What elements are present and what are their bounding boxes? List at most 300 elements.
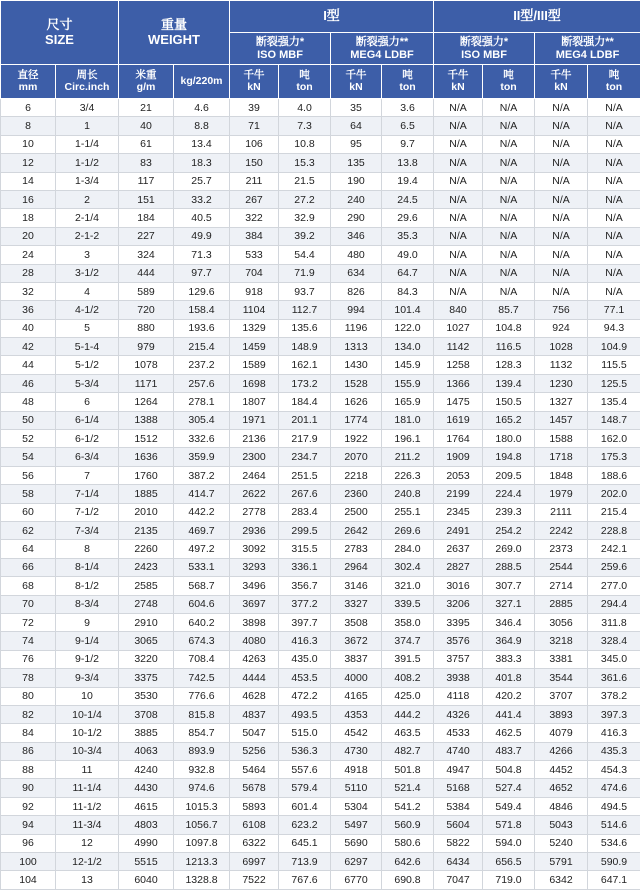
cell-weight-kg220: 442.2 <box>174 503 230 521</box>
cell-t1-iso-kn: 1971 <box>230 411 279 429</box>
cell-t23-iso-ton: N/A <box>483 209 535 227</box>
table-row <box>1 246 640 264</box>
table-row <box>1 209 640 227</box>
cell-weight-gm: 1760 <box>119 466 174 484</box>
cell-t23-ldbf-kn: N/A <box>535 117 588 135</box>
cell-weight-gm: 3708 <box>119 705 174 723</box>
cell-t23-ldbf-ton: 202.0 <box>588 485 640 503</box>
cell-circumference: 5-1-4 <box>56 338 119 356</box>
cell-t23-ldbf-kn: 4846 <box>535 797 588 815</box>
cell-t1-iso-ton: 472.2 <box>279 687 331 705</box>
cell-t1-iso-kn: 211 <box>230 172 279 190</box>
cell-t1-ldbf-kn: 290 <box>331 209 382 227</box>
cell-t1-ldbf-ton: 240.8 <box>382 485 434 503</box>
cell-t23-iso-ton: 401.8 <box>483 669 535 687</box>
cell-t1-ldbf-kn: 2070 <box>331 448 382 466</box>
cell-circumference: 7-3/4 <box>56 521 119 539</box>
col-weight-kg220-unit: kg/220m <box>174 76 229 88</box>
cell-weight-kg220: 387.2 <box>174 466 230 484</box>
ldbf-label-en: MEG4 LDBF <box>331 49 433 61</box>
cell-t23-iso-ton: 85.7 <box>483 301 535 319</box>
cell-t23-ldbf-ton: N/A <box>588 135 640 153</box>
type23-ldbf-header <box>535 33 640 65</box>
mbf-label-zh: 断裂强力* <box>434 36 534 48</box>
cell-t23-iso-ton: 483.7 <box>483 742 535 760</box>
weight-header-zh: 重量 <box>119 18 229 32</box>
cell-t1-ldbf-ton: 482.7 <box>382 742 434 760</box>
cell-t23-iso-kn: 3938 <box>434 669 483 687</box>
cell-weight-kg220: 776.6 <box>174 687 230 705</box>
cell-t23-ldbf-ton: 94.3 <box>588 319 640 337</box>
cell-circumference: 1 <box>56 117 119 135</box>
cell-circumference: 3 <box>56 246 119 264</box>
cell-t1-ldbf-ton: 321.0 <box>382 577 434 595</box>
cell-weight-kg220: 640.2 <box>174 613 230 631</box>
cell-circumference: 6 <box>56 393 119 411</box>
cell-t1-ldbf-kn: 3146 <box>331 577 382 595</box>
cell-t1-ldbf-ton: 9.7 <box>382 135 434 153</box>
cell-t1-ldbf-ton: 3.6 <box>382 99 434 117</box>
cell-t23-ldbf-kn: 1028 <box>535 338 588 356</box>
cell-t1-iso-ton: 435.0 <box>279 650 331 668</box>
cell-t23-ldbf-ton: 148.7 <box>588 411 640 429</box>
col-weight-gm-zh: 米重 <box>119 70 173 82</box>
table-row <box>1 466 640 484</box>
cell-circumference: 4-1/2 <box>56 301 119 319</box>
cell-t23-ldbf-kn: 1230 <box>535 374 588 392</box>
cell-t1-iso-ton: 93.7 <box>279 282 331 300</box>
cell-t23-iso-kn: 4740 <box>434 742 483 760</box>
cell-t23-ldbf-kn: 1457 <box>535 411 588 429</box>
cell-t1-ldbf-ton: 24.5 <box>382 190 434 208</box>
cell-t23-iso-kn: 4118 <box>434 687 483 705</box>
cell-t23-iso-ton: 194.8 <box>483 448 535 466</box>
table-row <box>1 356 640 374</box>
cell-circumference: 9-1/2 <box>56 650 119 668</box>
cell-weight-kg220: 278.1 <box>174 393 230 411</box>
cell-t23-iso-ton: 656.5 <box>483 853 535 871</box>
cell-t23-iso-ton: N/A <box>483 135 535 153</box>
col-kn-unit: kN <box>230 82 278 94</box>
cell-weight-kg220: 533.1 <box>174 558 230 576</box>
table-row <box>1 135 640 153</box>
table-row <box>1 705 640 723</box>
cell-t23-ldbf-kn: 2714 <box>535 577 588 595</box>
cell-t23-iso-kn: 1142 <box>434 338 483 356</box>
cell-diameter: 16 <box>1 190 56 208</box>
cell-t1-ldbf-kn: 95 <box>331 135 382 153</box>
cell-t1-iso-kn: 3293 <box>230 558 279 576</box>
cell-weight-gm: 227 <box>119 227 174 245</box>
cell-t1-iso-kn: 1807 <box>230 393 279 411</box>
weight-header-en: WEIGHT <box>119 33 229 47</box>
cell-t1-ldbf-kn: 994 <box>331 301 382 319</box>
cell-t1-iso-kn: 3092 <box>230 540 279 558</box>
type1-iso-mbf-header <box>230 33 331 65</box>
cell-circumference: 13 <box>56 871 119 889</box>
col-t23-iso-kn <box>434 65 483 99</box>
cell-t23-ldbf-ton: 175.3 <box>588 448 640 466</box>
ldbf-label-en: MEG4 LDBF <box>535 49 640 61</box>
cell-t1-ldbf-kn: 1626 <box>331 393 382 411</box>
cell-t23-iso-ton: 269.0 <box>483 540 535 558</box>
cell-t1-iso-kn: 71 <box>230 117 279 135</box>
cell-weight-gm: 3885 <box>119 724 174 742</box>
cell-t1-iso-kn: 2622 <box>230 485 279 503</box>
cell-t1-iso-ton: 15.3 <box>279 154 331 172</box>
cell-diameter: 6 <box>1 99 56 117</box>
cell-t1-ldbf-kn: 1196 <box>331 319 382 337</box>
col-kn-unit: kN <box>535 82 587 94</box>
cell-t1-ldbf-kn: 64 <box>331 117 382 135</box>
cell-diameter: 58 <box>1 485 56 503</box>
cell-t1-ldbf-kn: 3508 <box>331 613 382 631</box>
size-header-en: SIZE <box>1 33 118 47</box>
cell-t23-ldbf-kn: 4266 <box>535 742 588 760</box>
cell-t1-ldbf-ton: 541.2 <box>382 797 434 815</box>
cell-weight-kg220: 332.6 <box>174 430 230 448</box>
cell-t1-iso-kn: 2936 <box>230 521 279 539</box>
col-kn-zh: 千牛 <box>535 70 587 82</box>
cell-t23-ldbf-kn: 3544 <box>535 669 588 687</box>
cell-weight-gm: 2910 <box>119 613 174 631</box>
cell-t1-ldbf-kn: 1774 <box>331 411 382 429</box>
cell-t23-ldbf-kn: N/A <box>535 190 588 208</box>
cell-t1-ldbf-kn: 480 <box>331 246 382 264</box>
cell-t1-iso-ton: 234.7 <box>279 448 331 466</box>
cell-t1-ldbf-ton: 425.0 <box>382 687 434 705</box>
cell-diameter: 84 <box>1 724 56 742</box>
cell-t23-iso-kn: 4326 <box>434 705 483 723</box>
cell-weight-gm: 2260 <box>119 540 174 558</box>
cell-diameter: 14 <box>1 172 56 190</box>
cell-t23-iso-ton: N/A <box>483 246 535 264</box>
cell-circumference: 5-1/2 <box>56 356 119 374</box>
cell-circumference: 4 <box>56 282 119 300</box>
cell-t23-iso-kn: 5384 <box>434 797 483 815</box>
cell-t1-ldbf-ton: 339.5 <box>382 595 434 613</box>
cell-t1-iso-kn: 2464 <box>230 466 279 484</box>
cell-diameter: 48 <box>1 393 56 411</box>
cell-t1-iso-ton: 536.3 <box>279 742 331 760</box>
cell-t23-iso-kn: 2199 <box>434 485 483 503</box>
cell-weight-gm: 21 <box>119 99 174 117</box>
col-kn-unit: kN <box>434 82 482 94</box>
cell-t1-ldbf-ton: 358.0 <box>382 613 434 631</box>
col-kn-zh: 千牛 <box>331 70 381 82</box>
cell-t1-iso-kn: 2778 <box>230 503 279 521</box>
col-ton-unit: ton <box>279 82 330 94</box>
table-row <box>1 99 640 117</box>
cell-diameter: 18 <box>1 209 56 227</box>
cell-weight-kg220: 469.7 <box>174 521 230 539</box>
cell-t1-iso-kn: 6322 <box>230 834 279 852</box>
cell-t1-ldbf-ton: 196.1 <box>382 430 434 448</box>
cell-t1-iso-ton: 515.0 <box>279 724 331 742</box>
cell-t23-ldbf-ton: 345.0 <box>588 650 640 668</box>
cell-t1-ldbf-kn: 2500 <box>331 503 382 521</box>
cell-t23-ldbf-kn: 3381 <box>535 650 588 668</box>
cell-weight-gm: 6040 <box>119 871 174 889</box>
cell-t23-ldbf-ton: 104.9 <box>588 338 640 356</box>
cell-t23-iso-ton: 116.5 <box>483 338 535 356</box>
cell-t1-iso-ton: 184.4 <box>279 393 331 411</box>
cell-weight-kg220: 158.4 <box>174 301 230 319</box>
cell-t1-iso-ton: 21.5 <box>279 172 331 190</box>
cell-weight-kg220: 1056.7 <box>174 816 230 834</box>
cell-weight-gm: 1171 <box>119 374 174 392</box>
cell-circumference: 9-1/4 <box>56 632 119 650</box>
cell-weight-gm: 3375 <box>119 669 174 687</box>
table-row <box>1 172 640 190</box>
col-diameter-unit: mm <box>1 82 55 94</box>
cell-t23-ldbf-ton: 311.8 <box>588 613 640 631</box>
cell-weight-kg220: 97.7 <box>174 264 230 282</box>
cell-t1-ldbf-ton: 642.6 <box>382 853 434 871</box>
cell-t23-iso-kn: 3206 <box>434 595 483 613</box>
cell-diameter: 70 <box>1 595 56 613</box>
cell-weight-gm: 4990 <box>119 834 174 852</box>
cell-weight-kg220: 71.3 <box>174 246 230 264</box>
cell-t23-ldbf-ton: 494.5 <box>588 797 640 815</box>
cell-weight-kg220: 25.7 <box>174 172 230 190</box>
cell-diameter: 8 <box>1 117 56 135</box>
ldbf-label-zh: 断裂强力** <box>535 36 640 48</box>
col-t23-ldbf-kn <box>535 65 588 99</box>
cell-t1-iso-kn: 1589 <box>230 356 279 374</box>
cell-t1-iso-kn: 5047 <box>230 724 279 742</box>
cell-t23-iso-kn: N/A <box>434 209 483 227</box>
cell-circumference: 10-1/2 <box>56 724 119 742</box>
cell-t23-iso-kn: N/A <box>434 172 483 190</box>
cell-t23-ldbf-ton: 228.8 <box>588 521 640 539</box>
table-row <box>1 521 640 539</box>
cell-t23-ldbf-ton: 115.5 <box>588 356 640 374</box>
cell-circumference: 10-3/4 <box>56 742 119 760</box>
cell-diameter: 46 <box>1 374 56 392</box>
cell-t1-iso-kn: 267 <box>230 190 279 208</box>
col-circumference-zh: 周长 <box>56 70 118 82</box>
cell-diameter: 64 <box>1 540 56 558</box>
cell-diameter: 94 <box>1 816 56 834</box>
cell-t1-iso-ton: 557.6 <box>279 761 331 779</box>
cell-weight-kg220: 49.9 <box>174 227 230 245</box>
cell-t23-ldbf-ton: 397.3 <box>588 705 640 723</box>
cell-diameter: 54 <box>1 448 56 466</box>
cell-circumference: 5 <box>56 319 119 337</box>
cell-t1-iso-ton: 713.9 <box>279 853 331 871</box>
cell-t1-ldbf-ton: 134.0 <box>382 338 434 356</box>
cell-t1-iso-ton: 767.6 <box>279 871 331 889</box>
size-header <box>1 1 119 65</box>
cell-weight-gm: 589 <box>119 282 174 300</box>
cell-weight-gm: 1512 <box>119 430 174 448</box>
cell-diameter: 62 <box>1 521 56 539</box>
cell-t23-iso-ton: 441.4 <box>483 705 535 723</box>
cell-t23-ldbf-kn: 2242 <box>535 521 588 539</box>
cell-t1-ldbf-kn: 4730 <box>331 742 382 760</box>
col-t23-iso-ton <box>483 65 535 99</box>
table-row <box>1 834 640 852</box>
cell-t23-iso-kn: N/A <box>434 264 483 282</box>
col-diameter <box>1 65 56 99</box>
cell-t1-iso-ton: 39.2 <box>279 227 331 245</box>
cell-t23-iso-kn: 6434 <box>434 853 483 871</box>
cell-t1-ldbf-kn: 6297 <box>331 853 382 871</box>
cell-t1-iso-kn: 918 <box>230 282 279 300</box>
cell-t1-ldbf-kn: 826 <box>331 282 382 300</box>
col-kn-zh: 千牛 <box>230 70 278 82</box>
cell-weight-kg220: 1213.3 <box>174 853 230 871</box>
cell-weight-gm: 3530 <box>119 687 174 705</box>
cell-weight-gm: 4430 <box>119 779 174 797</box>
cell-t1-iso-kn: 5678 <box>230 779 279 797</box>
cell-weight-kg220: 708.4 <box>174 650 230 668</box>
cell-t1-iso-kn: 4263 <box>230 650 279 668</box>
cell-circumference: 12 <box>56 834 119 852</box>
cell-t23-ldbf-ton: 294.4 <box>588 595 640 613</box>
mbf-label-en: ISO MBF <box>230 49 330 61</box>
cell-t23-ldbf-ton: 534.6 <box>588 834 640 852</box>
cell-t1-iso-ton: 416.3 <box>279 632 331 650</box>
cell-circumference: 8 <box>56 540 119 558</box>
cell-weight-gm: 5515 <box>119 853 174 871</box>
cell-t23-iso-ton: N/A <box>483 190 535 208</box>
cell-t1-iso-kn: 4080 <box>230 632 279 650</box>
cell-weight-gm: 184 <box>119 209 174 227</box>
cell-t1-ldbf-kn: 1922 <box>331 430 382 448</box>
cell-weight-kg220: 359.9 <box>174 448 230 466</box>
cell-t23-ldbf-ton: 454.3 <box>588 761 640 779</box>
cell-t23-iso-ton: 104.8 <box>483 319 535 337</box>
col-t1-ldbf-kn <box>331 65 382 99</box>
cell-t1-ldbf-ton: 165.9 <box>382 393 434 411</box>
cell-weight-kg220: 1328.8 <box>174 871 230 889</box>
cell-t1-ldbf-ton: 463.5 <box>382 724 434 742</box>
cell-t23-ldbf-kn: N/A <box>535 172 588 190</box>
table-row <box>1 687 640 705</box>
cell-circumference: 12-1/2 <box>56 853 119 871</box>
table-row <box>1 264 640 282</box>
cell-t1-iso-kn: 106 <box>230 135 279 153</box>
cell-t23-ldbf-kn: N/A <box>535 99 588 117</box>
cell-circumference: 6-3/4 <box>56 448 119 466</box>
cell-t23-ldbf-ton: 378.2 <box>588 687 640 705</box>
cell-circumference: 2-1-2 <box>56 227 119 245</box>
cell-t1-ldbf-ton: 226.3 <box>382 466 434 484</box>
cell-t23-iso-kn: 2637 <box>434 540 483 558</box>
cell-t23-ldbf-ton: 647.1 <box>588 871 640 889</box>
cell-t1-ldbf-kn: 135 <box>331 154 382 172</box>
cell-weight-gm: 444 <box>119 264 174 282</box>
cell-t23-iso-ton: 594.0 <box>483 834 535 852</box>
cell-t23-ldbf-ton: N/A <box>588 154 640 172</box>
table-row <box>1 319 640 337</box>
cell-t1-iso-ton: 377.2 <box>279 595 331 613</box>
cell-t1-iso-ton: 579.4 <box>279 779 331 797</box>
col-t1-ldbf-ton <box>382 65 434 99</box>
cell-diameter: 66 <box>1 558 56 576</box>
cell-t1-iso-kn: 5256 <box>230 742 279 760</box>
cell-t1-ldbf-ton: 444.2 <box>382 705 434 723</box>
table-row <box>1 595 640 613</box>
cell-t23-iso-kn: N/A <box>434 135 483 153</box>
cell-t23-iso-ton: 549.4 <box>483 797 535 815</box>
col-ton-zh: 吨 <box>382 70 433 82</box>
cell-t1-iso-ton: 173.2 <box>279 374 331 392</box>
cell-t1-ldbf-kn: 240 <box>331 190 382 208</box>
cell-t23-ldbf-kn: 1718 <box>535 448 588 466</box>
cell-diameter: 50 <box>1 411 56 429</box>
cell-weight-kg220: 674.3 <box>174 632 230 650</box>
col-kn-unit: kN <box>331 82 381 94</box>
cell-weight-gm: 880 <box>119 319 174 337</box>
cell-t1-iso-ton: 251.5 <box>279 466 331 484</box>
cell-weight-gm: 151 <box>119 190 174 208</box>
cell-t1-iso-kn: 1329 <box>230 319 279 337</box>
table-row <box>1 338 640 356</box>
cell-t1-iso-kn: 5893 <box>230 797 279 815</box>
cell-t1-iso-kn: 2136 <box>230 430 279 448</box>
cell-diameter: 56 <box>1 466 56 484</box>
cell-t1-iso-ton: 356.7 <box>279 577 331 595</box>
cell-t23-ldbf-kn: N/A <box>535 227 588 245</box>
cell-t23-iso-ton: 139.4 <box>483 374 535 392</box>
cell-t23-ldbf-ton: 590.9 <box>588 853 640 871</box>
cell-diameter: 90 <box>1 779 56 797</box>
cell-t1-iso-kn: 704 <box>230 264 279 282</box>
cell-weight-gm: 3065 <box>119 632 174 650</box>
cell-t1-iso-ton: 4.0 <box>279 99 331 117</box>
cell-weight-kg220: 893.9 <box>174 742 230 760</box>
cell-t23-iso-ton: N/A <box>483 117 535 135</box>
cell-diameter: 96 <box>1 834 56 852</box>
cell-t23-iso-kn: 2345 <box>434 503 483 521</box>
table-row <box>1 485 640 503</box>
table-row <box>1 742 640 760</box>
cell-t1-iso-ton: 71.9 <box>279 264 331 282</box>
table-row <box>1 540 640 558</box>
table-row <box>1 154 640 172</box>
cell-t23-ldbf-kn: 2111 <box>535 503 588 521</box>
cell-t23-iso-ton: 209.5 <box>483 466 535 484</box>
cell-circumference: 8-1/4 <box>56 558 119 576</box>
size-header-zh: 尺寸 <box>1 18 118 32</box>
cell-t23-ldbf-kn: 2544 <box>535 558 588 576</box>
cell-circumference: 10-1/4 <box>56 705 119 723</box>
col-circumference <box>56 65 119 99</box>
cell-t23-iso-ton: 224.4 <box>483 485 535 503</box>
cell-t1-ldbf-ton: 101.4 <box>382 301 434 319</box>
cell-t23-iso-ton: 128.3 <box>483 356 535 374</box>
cell-t23-iso-ton: 180.0 <box>483 430 535 448</box>
cell-weight-gm: 324 <box>119 246 174 264</box>
cell-circumference: 3/4 <box>56 99 119 117</box>
cell-weight-gm: 2585 <box>119 577 174 595</box>
cell-t1-ldbf-ton: 181.0 <box>382 411 434 429</box>
cell-weight-kg220: 237.2 <box>174 356 230 374</box>
cell-diameter: 80 <box>1 687 56 705</box>
cell-diameter: 104 <box>1 871 56 889</box>
cell-t1-iso-ton: 315.5 <box>279 540 331 558</box>
cell-t1-ldbf-kn: 35 <box>331 99 382 117</box>
cell-weight-gm: 1885 <box>119 485 174 503</box>
cell-circumference: 11-1/4 <box>56 779 119 797</box>
cell-t23-ldbf-kn: 5240 <box>535 834 588 852</box>
cell-circumference: 5-3/4 <box>56 374 119 392</box>
cell-t1-iso-kn: 533 <box>230 246 279 264</box>
cell-t23-iso-kn: N/A <box>434 190 483 208</box>
